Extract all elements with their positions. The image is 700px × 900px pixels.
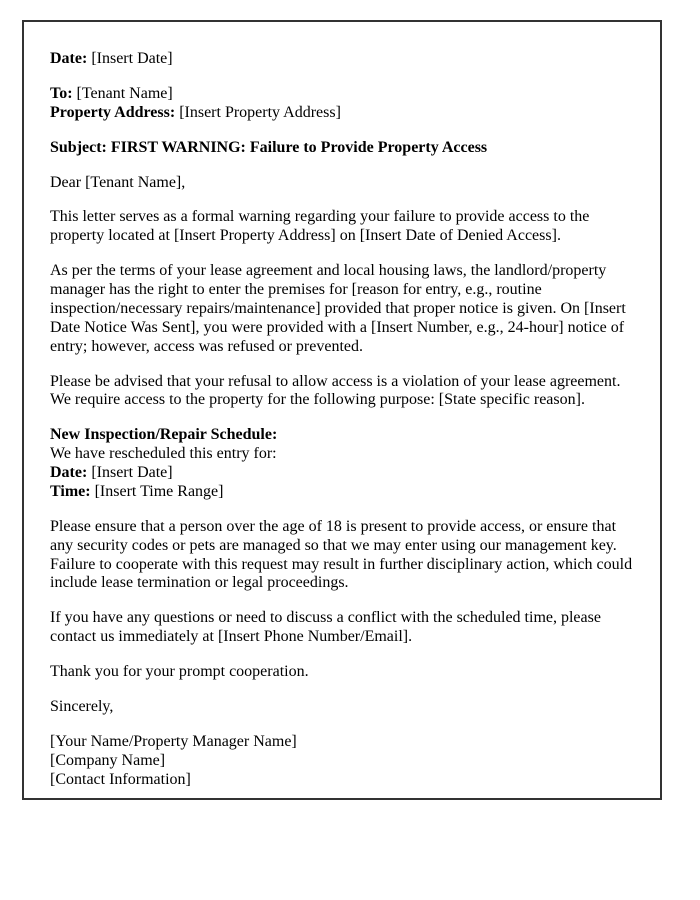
signature-name: [Your Name/Property Manager Name] (50, 732, 297, 750)
subject-line: Subject: FIRST WARNING: Failure to Provide Property Access (50, 138, 488, 156)
schedule-heading: New Inspection/Repair Schedule: (50, 426, 278, 444)
letter-document (22, 20, 662, 800)
body-paragraph-5: If you have any questions or need to discuss a conflict with the scheduled time, please contact us immediately at [Insert Phone Number/Email]. (50, 609, 601, 646)
signature-company: [Company Name] (50, 751, 166, 769)
body-paragraph-4: Please ensure that a person over the age of 18 is present to provide access, or ensure that any security codes or pets are managed so that we may enter using our management key. Failure to cooperate with this request may result in further disciplinary action, which could include lease termination or legal proceedings. (50, 517, 633, 592)
recipient-block (50, 85, 634, 123)
body-paragraph-3: Please be advised that your refusal to allow access is a violation of your lease agreement. We require access to the property for the following purpose: [State specific reason]. (50, 372, 621, 409)
schedule-date-value: [Insert Date] (87, 464, 173, 481)
signature-block (50, 733, 634, 790)
schedule-intro: We have rescheduled this entry for: (50, 445, 277, 463)
body-paragraph-1: This letter serves as a formal warning regarding your failure to provide access to the property located at [Insert Property Address] on [Insert Date of Denied Access]. (50, 208, 590, 245)
valediction: Sincerely, (50, 697, 114, 715)
schedule-date-label: Date: (50, 464, 88, 481)
to-value: [Tenant Name] (72, 84, 173, 102)
schedule-time-label: Time: (50, 482, 91, 500)
signature-contact: [Contact Information] (50, 770, 191, 788)
date-line (50, 50, 634, 69)
property-address-label: Property Address: (50, 103, 176, 121)
schedule-time-value: [Insert Time Range] (90, 482, 224, 500)
closing-thanks: Thank you for your prompt cooperation. (50, 663, 309, 680)
property-address-value: [Insert Property Address] (175, 103, 341, 121)
body-paragraph-2: As per the terms of your lease agreement and local housing laws, the landlord/property manager has the right to enter the premises for [reason for entry, e.g., routine inspection/necessary repairs/maintenance] provided that proper notice is given. On [Insert Date Notice Was Sent], you were provided with a [Insert Number, e.g., 24-hour] notice of entry; however, access was refused or prevented. (50, 262, 626, 355)
schedule-block (50, 426, 634, 502)
salutation: Dear [Tenant Name], (50, 173, 186, 191)
date-value: [Insert Date] (87, 50, 173, 67)
to-label: To: (50, 84, 73, 102)
date-label: Date: (50, 50, 88, 67)
